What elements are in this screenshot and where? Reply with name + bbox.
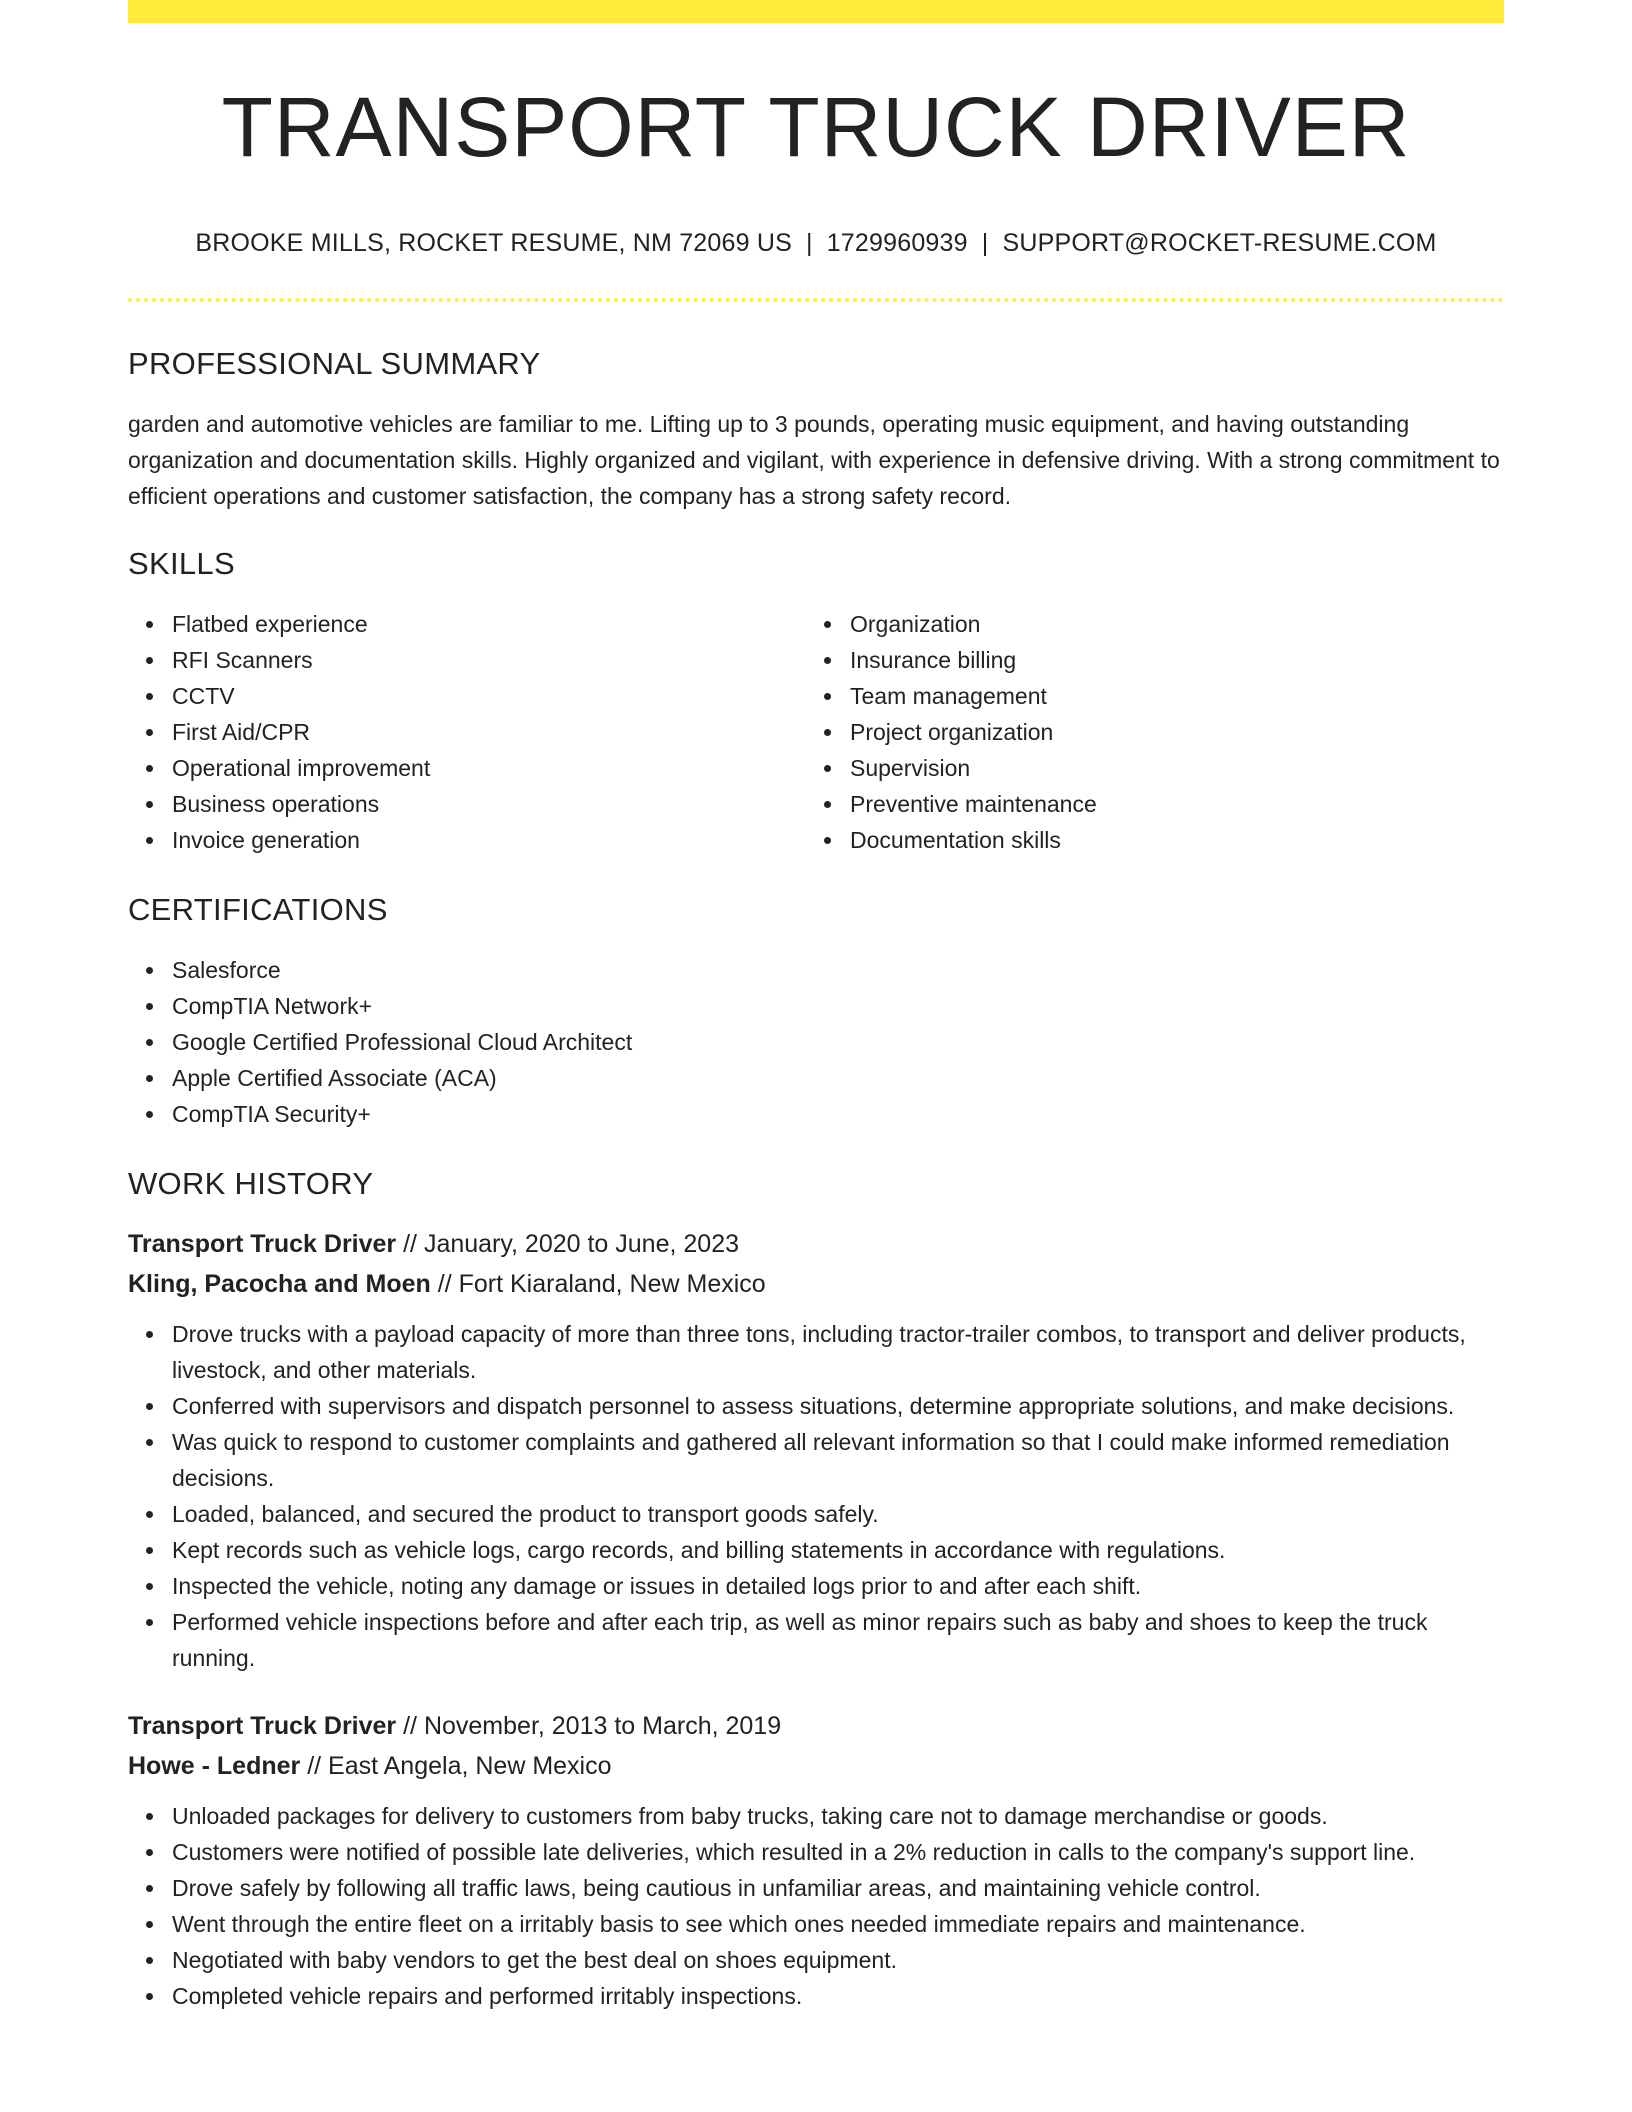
summary-heading: PROFESSIONAL SUMMARY [128, 346, 541, 382]
job-location: // Fort Kiaraland, New Mexico [437, 1270, 766, 1299]
certifications-list [128, 952, 1504, 1132]
job-role: Transport Truck Driver [128, 1230, 397, 1259]
job-duty: Was quick to respond to customer complaints and gathered all relevant information so that I could make informed remediation decisions. [172, 1424, 1504, 1496]
certifications-heading: CERTIFICATIONS [128, 892, 388, 928]
job-role: Transport Truck Driver [128, 1712, 397, 1741]
contact-line [128, 229, 1504, 258]
certification-item: Salesforce [172, 952, 1504, 988]
certification-item: Apple Certified Associate (ACA) [172, 1060, 1504, 1096]
contact-address: BROOKE MILLS, ROCKET RESUME, NM 72069 US [195, 229, 792, 258]
skills-list-left [128, 606, 806, 858]
job-duty: Went through the entire fleet on a irritably basis to see which ones needed immediate repairs and maintenance. [172, 1906, 1504, 1942]
job-duty: Unloaded packages for delivery to customers from baby trucks, taking care not to damage merchandise or goods. [172, 1798, 1504, 1834]
skills-column-left [128, 606, 806, 858]
skill-item: Business operations [172, 786, 806, 822]
job-duty: Drove safely by following all traffic laws, being cautious in unfamiliar areas, and maintaining vehicle control. [172, 1870, 1504, 1906]
skill-item: Team management [850, 678, 1484, 714]
job-duty: Inspected the vehicle, noting any damage or issues in detailed logs prior to and after each shift. [172, 1568, 1504, 1604]
certification-item: CompTIA Network+ [172, 988, 1504, 1024]
skill-item: Invoice generation [172, 822, 806, 858]
job-duty: Negotiated with baby vendors to get the best deal on shoes equipment. [172, 1942, 1504, 1978]
skills-heading: SKILLS [128, 546, 235, 582]
job-company-line [128, 1746, 1504, 1786]
skills-column-right [806, 606, 1484, 858]
top-accent-bar [128, 0, 1504, 23]
job-duty: Conferred with supervisors and dispatch personnel to assess situations, determine appropriate solutions, and make decisions. [172, 1388, 1504, 1424]
job-dates: // January, 2020 to June, 2023 [403, 1230, 739, 1259]
job-entry [128, 1224, 1504, 1676]
job-duties-list [128, 1316, 1504, 1676]
job-dates: // November, 2013 to March, 2019 [403, 1712, 782, 1741]
certification-item: Google Certified Professional Cloud Architect [172, 1024, 1504, 1060]
skill-item: Project organization [850, 714, 1484, 750]
job-company: Kling, Pacocha and Moen [128, 1270, 431, 1299]
skill-item: CCTV [172, 678, 806, 714]
job-company: Howe - Ledner [128, 1752, 301, 1781]
certification-item: CompTIA Security+ [172, 1096, 1504, 1132]
job-location: // East Angela, New Mexico [307, 1752, 612, 1781]
contact-phone: 1729960939 [826, 229, 968, 258]
job-title-line [128, 1224, 1504, 1264]
skill-item: Supervision [850, 750, 1484, 786]
skill-item: First Aid/CPR [172, 714, 806, 750]
skill-item: RFI Scanners [172, 642, 806, 678]
resume-page [128, 0, 1504, 2014]
contact-separator: | [806, 229, 813, 258]
skill-item: Preventive maintenance [850, 786, 1484, 822]
skill-item: Flatbed experience [172, 606, 806, 642]
job-title-line [128, 1706, 1504, 1746]
summary-text: garden and automotive vehicles are familiar to me. Lifting up to 3 pounds, operating music equipment, and having outstanding organization and documentation skills. Highly organized and vigilant, with experience in defensive driving. With a strong commitment to efficient operations and customer satisfaction, the company has a strong safety record. [128, 411, 1500, 510]
skill-item: Insurance billing [850, 642, 1484, 678]
job-entry [128, 1706, 1504, 2014]
job-duty: Customers were notified of possible late deliveries, which resulted in a 2% reduction in calls to the company's support line. [172, 1834, 1504, 1870]
skill-item: Documentation skills [850, 822, 1484, 858]
contact-separator: | [981, 229, 989, 258]
contact-email: SUPPORT@ROCKET-RESUME.COM [1002, 229, 1437, 258]
work-history-heading: WORK HISTORY [128, 1166, 374, 1202]
job-duty: Kept records such as vehicle logs, cargo records, and billing statements in accordance with regulations. [172, 1532, 1504, 1568]
job-duty: Drove trucks with a payload capacity of more than three tons, including tractor-trailer combos, to transport and deliver products, livestock, and other materials. [172, 1316, 1504, 1388]
skill-item: Organization [850, 606, 1484, 642]
skills-list-right [806, 606, 1484, 858]
job-duty: Completed vehicle repairs and performed irritably inspections. [172, 1978, 1504, 2014]
resume-title: TRANSPORT TRUCK DRIVER [221, 80, 1411, 174]
job-duty: Performed vehicle inspections before and after each trip, as well as minor repairs such as baby and shoes to keep the truck running. [172, 1604, 1504, 1676]
skill-item: Operational improvement [172, 750, 806, 786]
dotted-divider [128, 298, 1504, 302]
job-duties-list [128, 1798, 1504, 2014]
job-company-line [128, 1264, 1504, 1304]
job-duty: Loaded, balanced, and secured the product to transport goods safely. [172, 1496, 1504, 1532]
skills-grid [128, 606, 1504, 858]
